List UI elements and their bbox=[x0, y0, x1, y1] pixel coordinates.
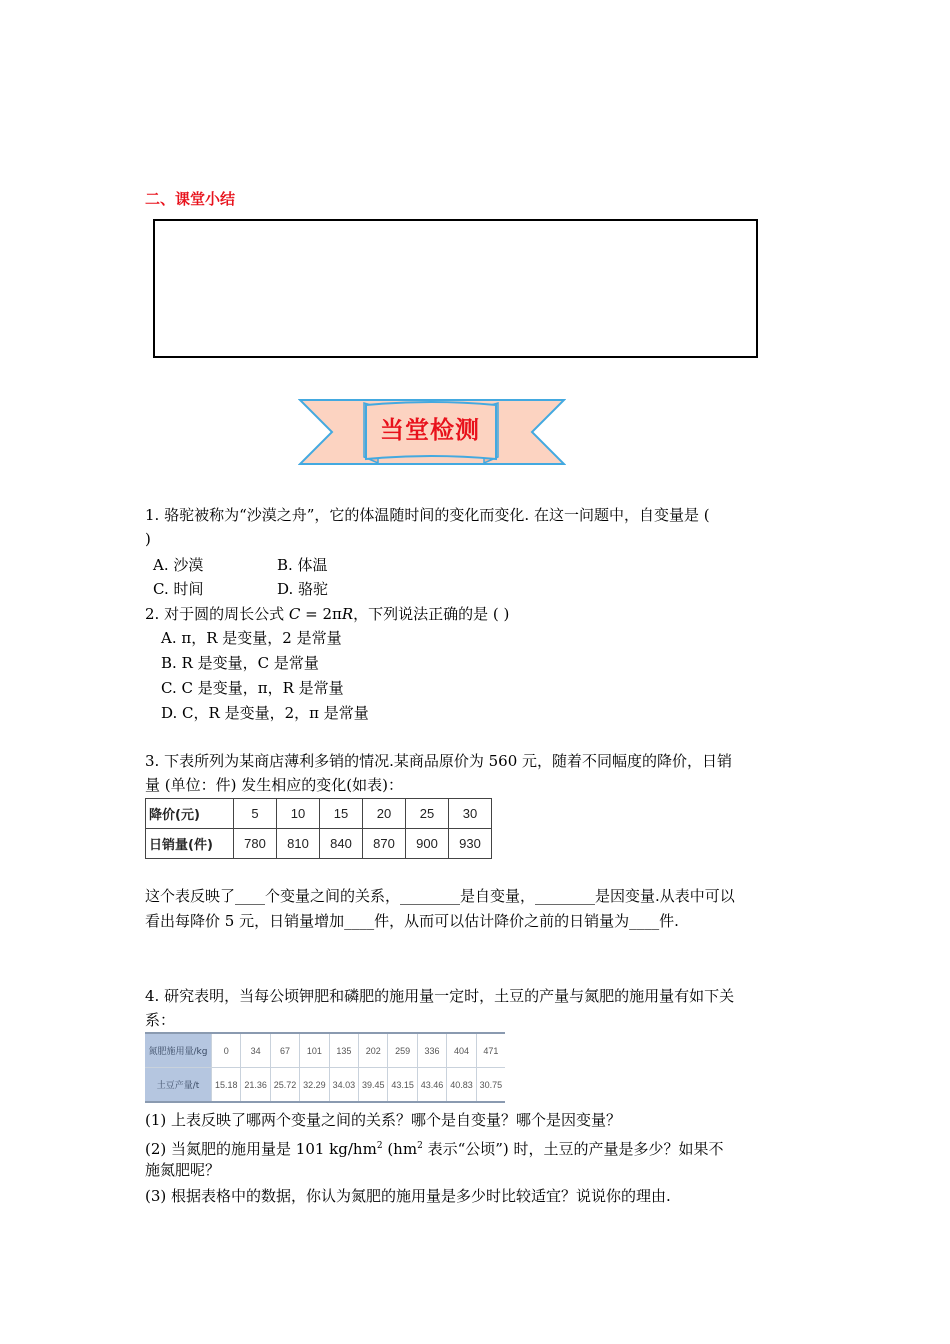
q4-line2: 系： bbox=[145, 1011, 176, 1029]
table-cell: 259 bbox=[388, 1033, 417, 1068]
summary-box bbox=[153, 219, 758, 358]
nitrogen-yield-table bbox=[145, 1032, 505, 1103]
q2-option-d: D. C，R 是变量，2，π 是常量 bbox=[161, 704, 369, 722]
q4-sub2-b: (hm bbox=[382, 1140, 418, 1158]
table-cell: 5 bbox=[234, 799, 277, 829]
table-cell: 101 bbox=[300, 1033, 329, 1068]
table-cell: 30 bbox=[449, 799, 492, 829]
q1-option-c: C. 时间 bbox=[153, 580, 204, 598]
table-header: 氮肥施用量/kg bbox=[145, 1033, 212, 1068]
q4-line1: 4. 研究表明，当每公顷钾肥和磷肥的施用量一定时，土豆的产量与氮肥的施用量有如下关 bbox=[145, 987, 735, 1005]
table-header: 土豆产量/t bbox=[145, 1068, 212, 1103]
q4-sub3: (3) 根据表格中的数据，你认为氮肥的施用量是多少时比较适宜？说说你的理由. bbox=[145, 1187, 671, 1205]
q2-stem bbox=[145, 602, 509, 626]
section-title: 二、课堂小结 bbox=[145, 190, 236, 208]
table-row bbox=[145, 1033, 505, 1068]
table-cell: 40.83 bbox=[447, 1068, 476, 1103]
table-cell: 20 bbox=[363, 799, 406, 829]
q3-line2: 量 (单位：件) 发生相应的变化(如表)： bbox=[145, 776, 403, 794]
table-cell: 32.29 bbox=[300, 1068, 329, 1103]
table-cell: 34 bbox=[241, 1033, 270, 1068]
q4-sub1: (1) 上表反映了哪两个变量之间的关系？哪个是自变量？哪个是因变量？ bbox=[145, 1111, 622, 1129]
table-row bbox=[145, 1068, 505, 1103]
table-cell: 930 bbox=[449, 829, 492, 859]
q1-option-d: D. 骆驼 bbox=[277, 580, 329, 598]
table-cell: 43.46 bbox=[417, 1068, 446, 1103]
table-cell: 202 bbox=[359, 1033, 388, 1068]
q4-sub2-sup1: 2 bbox=[376, 1141, 383, 1151]
q2-option-b: B. R 是变量，C 是常量 bbox=[161, 654, 319, 672]
q4-sub2-line2: 施氮肥呢？ bbox=[145, 1161, 221, 1179]
q3-line1: 3. 下表所列为某商店薄利多销的情况.某商品原价为 560 元，随着不同幅度的降价，日销 bbox=[145, 752, 733, 770]
table-cell: 21.36 bbox=[241, 1068, 270, 1103]
table-cell: 135 bbox=[329, 1033, 358, 1068]
table-cell: 336 bbox=[417, 1033, 446, 1068]
table-cell: 30.75 bbox=[476, 1068, 505, 1103]
banner-title: 当堂检测 bbox=[380, 416, 480, 444]
table-row bbox=[146, 799, 492, 829]
table-cell: 810 bbox=[277, 829, 320, 859]
table-cell: 10 bbox=[277, 799, 320, 829]
table-cell: 39.45 bbox=[359, 1068, 388, 1103]
price-sales-table bbox=[145, 798, 492, 859]
table-cell: 43.15 bbox=[388, 1068, 417, 1103]
table-cell: 404 bbox=[447, 1033, 476, 1068]
table-cell: 15 bbox=[320, 799, 363, 829]
q2-stem-a: 2. 对于圆的周长公式 bbox=[145, 605, 289, 623]
q3-after2: 看出每降价 5 元，日销量增加____件，从而可以估计降价之前的日销量为____件. bbox=[145, 912, 679, 930]
table-header: 降价(元) bbox=[146, 799, 234, 829]
table-cell: 15.18 bbox=[212, 1068, 241, 1103]
table-cell: 67 bbox=[270, 1033, 299, 1068]
table-cell: 25 bbox=[406, 799, 449, 829]
q2-formula-c: C bbox=[288, 605, 301, 623]
table-cell: 780 bbox=[234, 829, 277, 859]
q3-after1: 这个表反映了____个变量之间的关系，________是自变量，________是因变量.从表中可以 bbox=[145, 887, 735, 905]
q4-sub2 bbox=[145, 1134, 724, 1161]
table-header: 日销量(件) bbox=[146, 829, 234, 859]
q4-sub2-c: 表示“公顷”) 时，土豆的产量是多少？如果不 bbox=[422, 1140, 724, 1158]
table-cell: 0 bbox=[212, 1033, 241, 1068]
table-cell: 34.03 bbox=[329, 1068, 358, 1103]
q2-formula-r: R bbox=[341, 605, 354, 623]
q1-option-b: B. 体温 bbox=[277, 556, 328, 574]
table-cell: 840 bbox=[320, 829, 363, 859]
q1-option-a: A. 沙漠 bbox=[153, 556, 204, 574]
q4-sub2-sup2: 2 bbox=[417, 1141, 423, 1151]
table-row bbox=[146, 829, 492, 859]
table-cell: 25.72 bbox=[270, 1068, 299, 1103]
table-cell: 870 bbox=[363, 829, 406, 859]
table-cell: 900 bbox=[406, 829, 449, 859]
table-cell: 471 bbox=[476, 1033, 505, 1068]
q1-close-paren: ) bbox=[145, 530, 151, 548]
q2-option-a: A. π，R 是变量，2 是常量 bbox=[161, 629, 342, 647]
q1-stem: 1. 骆驼被称为“沙漠之舟”，它的体温随时间的变化而变化. 在这一问题中，自变量是 ( bbox=[145, 506, 710, 524]
q2-formula-mid: = 2π bbox=[300, 605, 342, 623]
q4-sub2-a: (2) 当氮肥的施用量是 101 kg/hm bbox=[145, 1140, 377, 1158]
q2-stem-b: ，下列说法正确的是 ( ) bbox=[353, 605, 510, 623]
q2-option-c: C. C 是变量，π，R 是常量 bbox=[161, 679, 344, 697]
